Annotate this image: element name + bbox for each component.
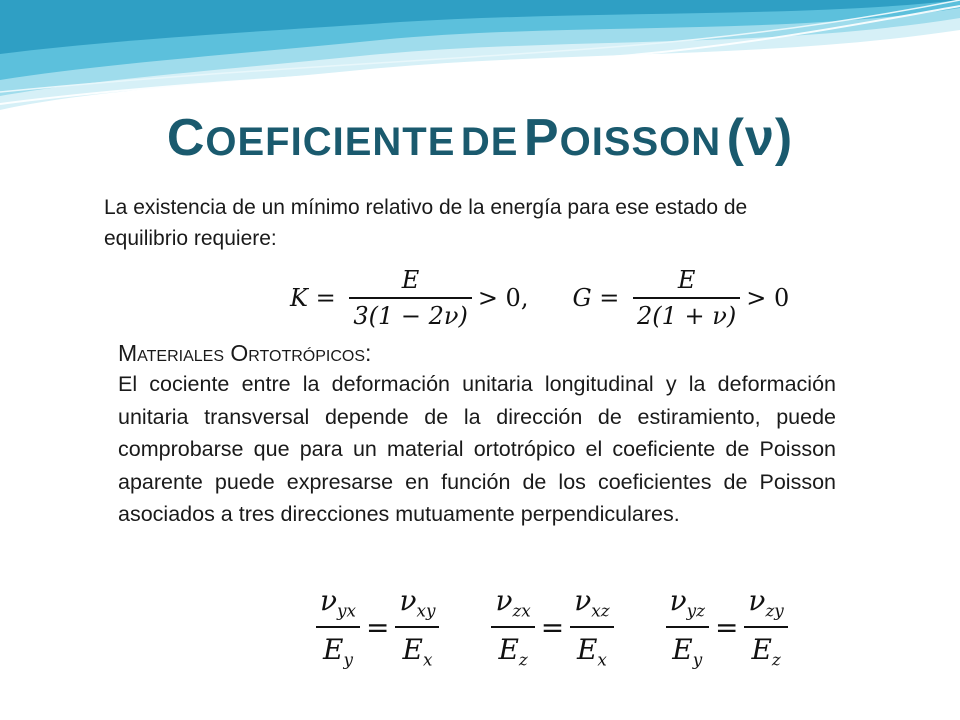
poisson-relations	[310, 582, 834, 672]
title-symbol: (ν)	[726, 109, 794, 167]
relation-2-left	[491, 584, 534, 669]
fraction-bar	[316, 626, 360, 628]
equals-sign: =	[307, 284, 344, 312]
relation-numerator: $\nu_{zx}$	[495, 584, 531, 621]
fraction-bar	[349, 297, 472, 299]
relation-denominator: $E_z$	[751, 633, 781, 670]
fraction-bar	[744, 626, 787, 628]
slide-title	[0, 108, 960, 168]
title-p: P	[523, 109, 560, 167]
relation-denominator: $E_x$	[402, 633, 433, 670]
equals-sign: =	[714, 610, 739, 644]
condition-k-numerator: E	[401, 266, 420, 295]
relation-numerator: $\nu_{yz}$	[669, 584, 705, 621]
relation-2	[485, 584, 619, 669]
relation-numerator: $\nu_{xz}$	[574, 584, 610, 621]
condition-k-denominator: 3(1 − 2ν)	[353, 301, 468, 330]
title-oisson: OISSON	[559, 120, 722, 164]
equals-sign: =	[540, 610, 565, 644]
fraction-bar	[395, 626, 439, 628]
title-de: DE	[460, 120, 519, 164]
stability-conditions	[290, 262, 789, 334]
fraction-bar	[633, 297, 740, 299]
body-paragraph: El cociente entre la deformación unitaria longitudinal y la deformación unitaria transversal depende de la dirección de estiramiento, puede comprobarse que para un material ortotrópico el coeficiente de Poisson aparente puede expresarse en función de los coeficientes de Poisson asociados a tres direcciones mutuamente perpendiculares.	[118, 372, 836, 526]
fraction-bar	[570, 626, 613, 628]
title-c: C	[166, 109, 206, 167]
relation-3-left	[666, 584, 709, 669]
intro-text: La existencia de un mínimo relativo de la energía para ese estado de equilibrio requiere:	[104, 196, 748, 250]
condition-g-denominator: 2(1 + ν)	[637, 301, 737, 330]
relation-numerator: $\nu_{xy}$	[399, 584, 436, 621]
equals-sign: =	[591, 284, 627, 312]
relation-1-right	[395, 584, 439, 669]
relation-3	[660, 584, 794, 669]
relation-1-left	[316, 584, 360, 669]
condition-g-fraction	[633, 266, 740, 330]
fraction-bar	[666, 626, 709, 628]
relation-numerator: $\nu_{yx}$	[320, 584, 356, 621]
relation-numerator: $\nu_{zy}$	[748, 584, 784, 621]
relation-denominator: $E_x$	[576, 633, 607, 670]
title-oeficiente: OEFICIENTE	[205, 120, 456, 164]
condition-k-fraction	[349, 266, 472, 330]
condition-g-rhs: > 0	[746, 284, 790, 312]
relation-2-right	[570, 584, 613, 669]
section-heading: Materiales Ortotrópicos:	[118, 340, 372, 366]
relation-denominator: $E_y$	[323, 633, 353, 670]
equals-sign: =	[365, 610, 390, 644]
relation-3-right	[744, 584, 787, 669]
relation-1	[310, 584, 445, 669]
condition-g-numerator: E	[677, 266, 696, 295]
condition-g-lhs: G	[572, 284, 592, 312]
condition-k-rhs: > 0,	[477, 284, 529, 312]
relation-denominator: $E_z$	[498, 633, 528, 670]
condition-k-lhs: K	[290, 284, 308, 312]
fraction-bar	[491, 626, 534, 628]
relation-denominator: $E_y$	[672, 633, 703, 670]
